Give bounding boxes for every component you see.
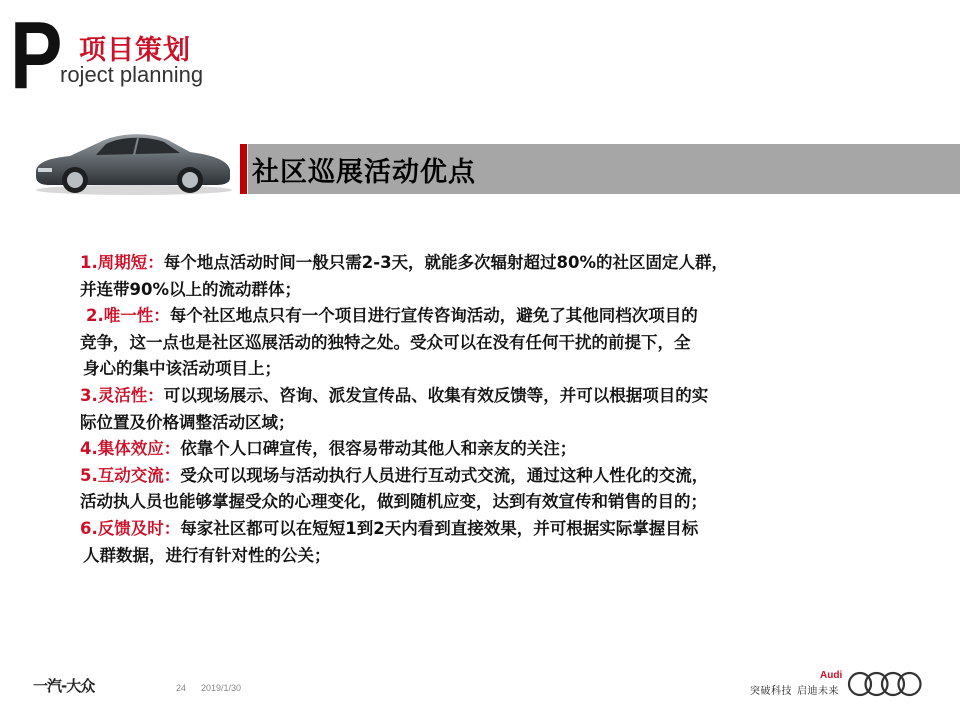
slogan-right: 启迪未来	[797, 686, 839, 697]
list-item: 竞争，这一点也是社区巡展活动的独特之处。受众可以在没有任何干扰的前提下，全	[80, 332, 691, 352]
list-item: 6.反馈及时：每家社区都可以在短短1到2天内看到直接效果，并可根据实际掌握目标	[80, 518, 699, 538]
company-logo: 一汽-大众	[33, 677, 95, 695]
list-item: 1.周期短：每个地点活动时间一般只需2-3天，就能多次辐射超过80%的社区固定人群，	[80, 253, 729, 272]
list-item: 人群数据，进行有针对性的公关；	[83, 545, 331, 565]
list-item: 5.互动交流：受众可以现场与活动执行人员进行互动式交流，通过这种人性化的交流，	[80, 465, 709, 485]
audi-rings-icon	[846, 670, 924, 698]
list-item: 2.唯一性：每个社区地点只有一个项目进行宣传咨询活动，避免了其他同档次项目的	[86, 306, 698, 326]
brand-block	[750, 668, 930, 708]
slogan-left: 突破科技	[750, 686, 792, 697]
page-number: 24	[176, 683, 187, 693]
page-subtitle: roject planning	[60, 62, 204, 87]
page-date: 2019/1/30	[201, 683, 242, 693]
page-title: 项目策划	[79, 35, 191, 66]
section-accent-bar	[240, 144, 247, 194]
list-item: 3.灵活性：可以现场展示、咨询、派发宣传品、收集有效反馈等，并可以根据项目的实	[80, 385, 709, 405]
list-item: 活动执人员也能够掌握受众的心理变化，做到随机应变，达到有效宣传和销售的目的；	[80, 492, 707, 512]
list-item: 4.集体效应：依靠个人口碑宣传，很容易带动其他人和亲友的关注；	[80, 439, 577, 459]
car-image	[30, 128, 235, 198]
list-item: 并连带90%以上的流动群体；	[80, 279, 301, 299]
list-item: 际位置及价格调整活动区域；	[80, 412, 295, 432]
advantages-list	[80, 250, 920, 569]
section-title: 社区巡展活动优点	[252, 157, 476, 188]
brand-name: Audi	[820, 670, 843, 681]
list-item: 身心的集中该活动项目上；	[83, 359, 281, 379]
header-big-letter: P	[10, 2, 63, 109]
